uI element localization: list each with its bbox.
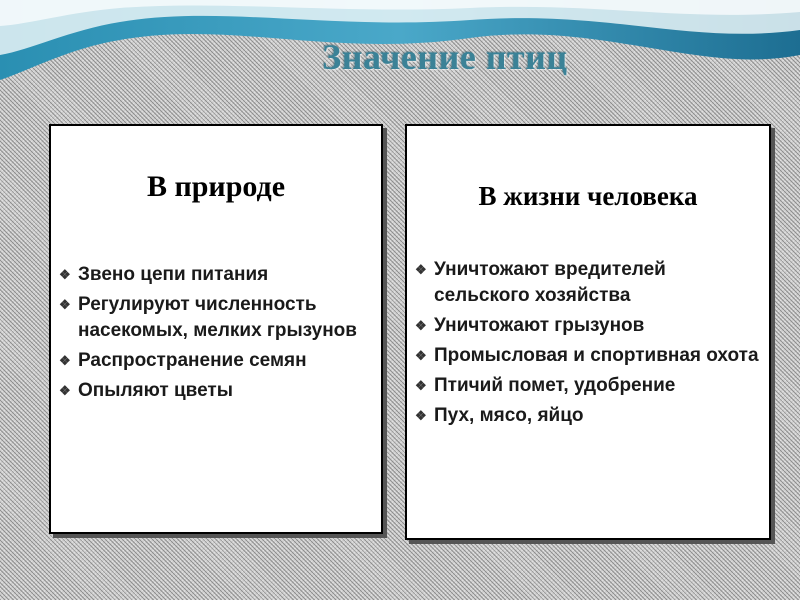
list-item-text: Пух, мясо, яйцо (434, 405, 584, 426)
list-item-text: Промысловая и спортивная охота (434, 345, 759, 366)
nature-card-heading: В природе (146, 170, 286, 203)
diamond-bullet-icon: ❖ (59, 297, 71, 312)
diamond-bullet-icon: ❖ (415, 378, 427, 393)
list-item-text: Уничтожают вредителей сельского хозяйства (434, 259, 666, 306)
list-item (58, 378, 376, 404)
diamond-bullet-icon: ❖ (415, 348, 427, 363)
human-life-card (405, 124, 771, 540)
list-item (414, 313, 764, 339)
list-item (414, 403, 764, 429)
list-item (414, 373, 764, 399)
list-item-text: Распространение семян (78, 350, 307, 371)
list-item (414, 257, 764, 309)
list-item (58, 262, 376, 288)
diamond-bullet-icon: ❖ (59, 383, 71, 398)
page-title: Значение птиц (322, 37, 568, 77)
human-life-card-heading: В жизни человека (478, 181, 698, 211)
diamond-bullet-icon: ❖ (415, 262, 427, 277)
nature-card (49, 124, 383, 534)
diamond-bullet-icon: ❖ (59, 353, 71, 368)
list-item-text: Уничтожают грызунов (434, 315, 645, 336)
list-item (414, 343, 764, 369)
diamond-bullet-icon: ❖ (415, 408, 427, 423)
list-item-text: Опыляют цветы (78, 380, 233, 401)
diamond-bullet-icon: ❖ (59, 267, 71, 282)
list-item-text: Птичий помет, удобрение (434, 375, 676, 396)
nature-list (58, 262, 376, 408)
list-item-text: Регулируют численность насекомых, мелких грызунов (78, 294, 357, 341)
diamond-bullet-icon: ❖ (415, 318, 427, 333)
list-item (58, 292, 376, 344)
list-item-text: Звено цепи питания (78, 264, 269, 285)
list-item (58, 348, 376, 374)
human-life-list (414, 257, 764, 433)
